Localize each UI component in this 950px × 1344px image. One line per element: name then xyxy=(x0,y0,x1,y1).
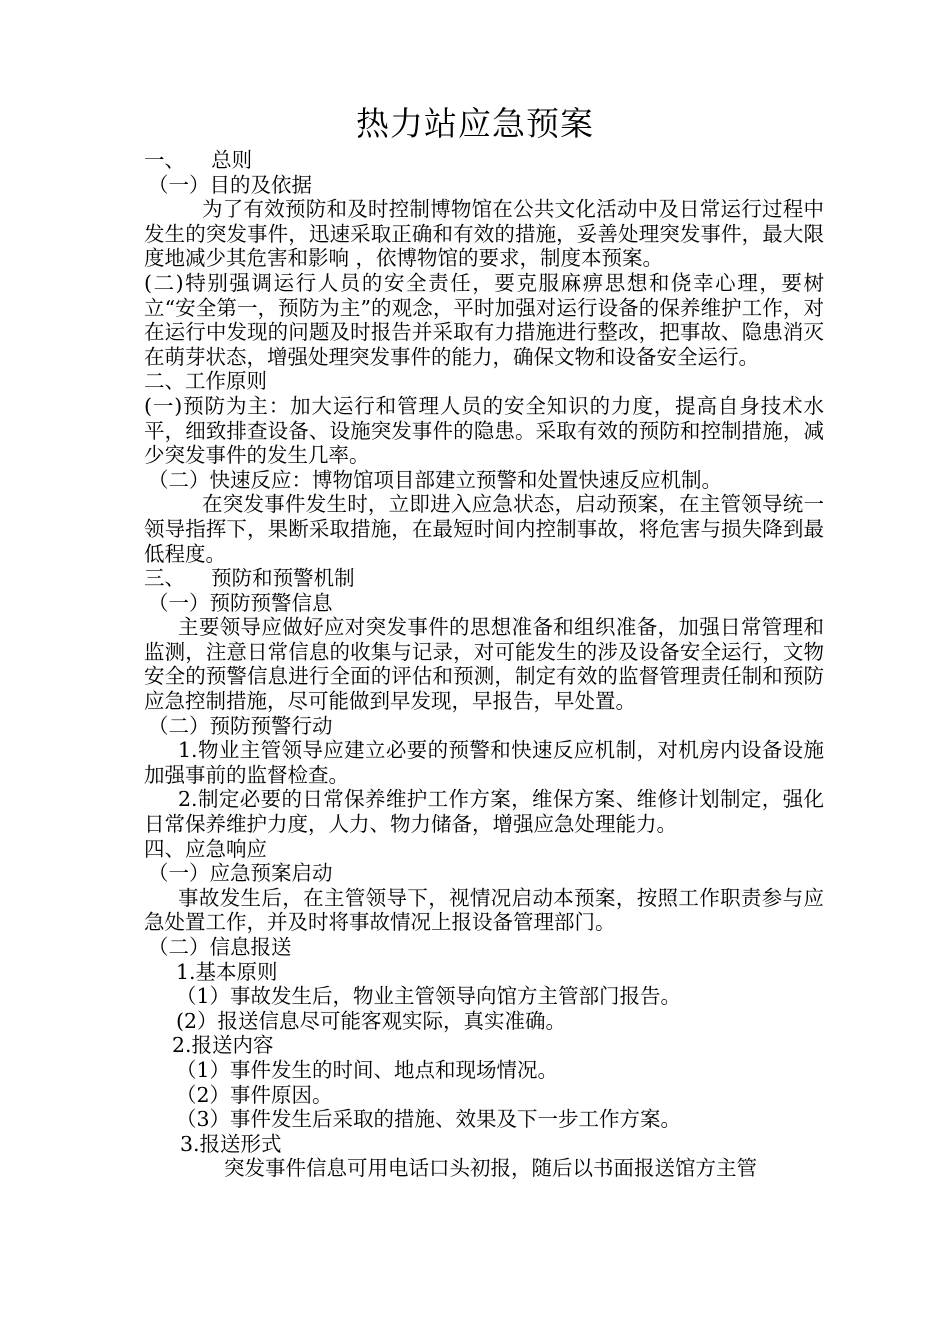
section-heading-principles: 二、工作原则 xyxy=(144,369,267,394)
document-title: 热力站应急预案 xyxy=(356,104,594,143)
document-body xyxy=(144,148,824,1181)
paragraph-purpose: 为了有效预防和及时控制博物馆在公共文化活动中及日常运行过程中发生的突发事件，迅速采取正确和有效的措施，妥善处理突发事件，最大限度地减少其危害和影响 ，依博物馆的要求，制度本预案。 xyxy=(144,197,824,271)
item-basic-principle: 1.基本原则 xyxy=(176,959,278,984)
section-heading-prevention-warning: 三、 预防和预警机制 xyxy=(144,566,355,591)
paragraph-prevention-first: (一)预防为主：加大运行和管理人员的安全知识的力度，提高自身技术水平，细致排查设备、设施突发事件的隐患。采取有效的预防和控制措施，减少突发事件的发生几率。 xyxy=(144,393,824,468)
paragraph-plan-start: 事故发生后，在主管领导下，视情况启动本预案，按照工作职责参与应急处置工作，并及时将事故情况上报设备管理部门。 xyxy=(144,885,824,935)
item-report-form: 3.报送形式 xyxy=(180,1131,282,1156)
section-heading-response: 四、应急响应 xyxy=(144,836,267,861)
paragraph-safety-responsibility: (二)特别强调运行人员的安全责任，要克服麻痹思想和侥幸心理，要树立“安全第一，预防为主”的观念，平时加强对运行设备的保养维护工作，对在运行中发现的问题及时报告并采取有力措施进行整改，把事故、隐患消灭在萌芽状态，增强处理突发事件的能力，确保文物和设备安全运行。 xyxy=(144,270,824,369)
paragraph-rapid-response: （二）快速反应：博物馆项目部建立预警和处置快速反应机制。 xyxy=(148,467,722,492)
item-principle-2: (2）报送信息尽可能客观实际，真实准确。 xyxy=(176,1008,567,1033)
paragraph-action-2: 2.制定必要的日常保养维护工作方案，维保方案、维修计划制定，强化日常保养维护力度，人力、物力储备，增强应急处理能力。 xyxy=(144,787,824,837)
item-principle-1: （1）事故发生后，物业主管领导向馆方主管部门报告。 xyxy=(176,984,682,1009)
paragraph-action-1: 1.物业主管领导应建立必要的预警和快速反应机制，对机房内设备设施加强事前的监督检查。 xyxy=(144,738,824,787)
subheading-warning-info: （一）预防预警信息 xyxy=(148,590,333,615)
subheading-purpose: （一）目的及依据 xyxy=(148,172,312,197)
item-content-2: （2）事件原因。 xyxy=(176,1082,333,1107)
subheading-warning-action: （二）预防预警行动 xyxy=(148,713,333,738)
subheading-info-report: （二）信息报送 xyxy=(148,935,292,959)
subheading-plan-start: （一）应急预案启动 xyxy=(148,861,333,886)
item-content-1: （1）事件发生的时间、地点和现场情况。 xyxy=(176,1057,559,1082)
section-heading-general: 一、 总则 xyxy=(144,148,253,172)
paragraph-warning-info: 主要领导应做好应对突发事件的思想准备和组织准备，加强日常管理和监测，注意日常信息的收集与记录，对可能发生的涉及设备安全运行，文物安全的预警信息进行全面的评估和预测，制定有效的监督管理责任制和预防应急控制措施，尽可能做到早发现，早报告，早处置。 xyxy=(144,615,824,714)
paragraph-report-form: 突发事件信息可用电话口头初报，随后以书面报送馆方主管 xyxy=(224,1156,757,1181)
item-report-content: 2.报送内容 xyxy=(172,1033,274,1058)
paragraph-emergency-state: 在突发事件发生时，立即进入应急状态，启动预案，在主管领导统一领导指挥下，果断采取措施，在最短时间内控制事故，将危害与损失降到最低程度。 xyxy=(144,492,824,566)
item-content-3: （3）事件发生后采取的措施、效果及下一步工作方案。 xyxy=(176,1107,682,1132)
